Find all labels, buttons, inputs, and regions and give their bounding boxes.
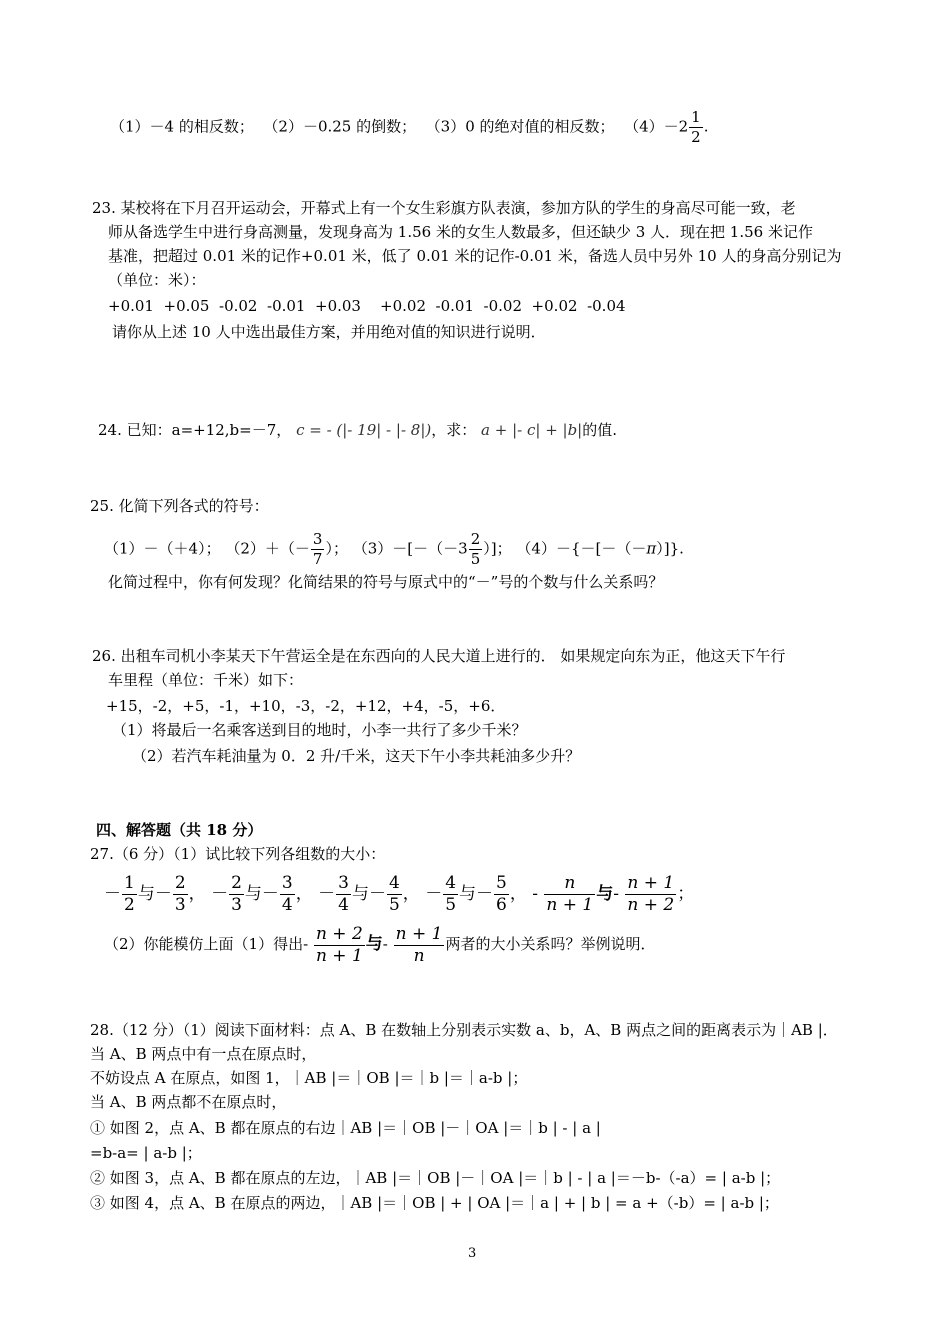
q22-part4-prefix: （4）－2	[624, 117, 689, 136]
q27-fractions: － $\frac{1}{2}$ 与－ $\frac{2}{3}$ ， － $\frac{2}{3}$ 与－ $\frac{3}{4}$ ， － $\frac{3}{4}$ 与－ $\frac{4}{5}$ ， － $\frac{4}{5}$ 与－ $\frac{5}{6}$ ， - $\frac{n}{n + 1}$ 与- $\frac{n + 1}{n + 2}$ ；	[104, 873, 695, 915]
q27-frac-3a: $\frac{3}{4}$	[338, 873, 349, 915]
q23-line2: 师从备选学生中进行身高测量，发现身高为 1.56 米的女生人数最多，但还缺少 3 人．现在把 1.56 米记作	[108, 223, 813, 241]
q23-line4: （单位：米）：	[108, 271, 206, 289]
q27-line1: 27.（6 分）（1）试比较下列各组数的大小：	[90, 845, 386, 863]
q27-frac-2a: $\frac{2}{3}$	[231, 873, 242, 915]
q22-part3: （3）0 的绝对值的相反数；	[425, 117, 615, 136]
q28-line7: ② 如图 3，点 A、B 都在原点的左边，｜AB |＝｜OB |－｜OA |＝｜b | - | a |＝－b-（-a）= | a-b |；	[90, 1169, 781, 1187]
q25-fraction-1: $\frac{3}{7}$	[312, 530, 323, 568]
q27-frac-1b: $\frac{2}{3}$	[174, 873, 186, 915]
q27-frac-4b: $\frac{5}{6}$	[496, 873, 507, 915]
section-heading: 四、解答题（共 18 分）	[96, 821, 263, 839]
q23-values: +0.01 +0.05 -0.02 -0.01 +0.03 +0.02 -0.01 -0.02 +0.02 -0.04	[108, 297, 626, 315]
q22-parts: （1）－4 的相反数； （2）－0.25 的倒数； （3）0 的绝对值的相反数； （4）－2 $\frac{1}{2}$ .	[110, 108, 709, 146]
q23-line1: 23. 某校将在下月召开运动会，开幕式上有一个女生彩旗方队表演，参加方队的学生的身高尽可能一致，老	[92, 199, 796, 217]
q28-line1: 28.（12 分）（1）阅读下面材料：点 A、B 在数轴上分别表示实数 a、b，A、B 两点之间的距离表示为｜AB |．	[90, 1021, 838, 1039]
q26-sub1: （1）将最后一名乘客送到目的地时，小李一共行了多少千米？	[112, 721, 527, 739]
q23-line6: 请你从上述 10 人中选出最佳方案，并用绝对值的知识进行说明．	[112, 323, 546, 341]
q28-line6: =b-a= | a-b |；	[90, 1144, 202, 1162]
q24-line: 24. 已知：a=+12,b=－7， c = - (|- 19| - |- 8|)，求： a + |- c| + |b|的值.	[98, 421, 618, 439]
q26-sub2: （2）若汽车耗油量为 0．2 升/千米，这天下午小李共耗油多少升？	[132, 747, 581, 765]
q28-line2: 当 A、B 两点中有一点在原点时，	[90, 1045, 317, 1063]
q25-parts: （1）－（＋4）； （2）＋（－ $\frac{3}{7}$ ）； （3）－[－（－3 $\frac{2}{5}$ ）]； （4）－{－[－（－π）]}.	[104, 530, 684, 568]
q27-part2: （2）你能模仿上面（1）得出- $\frac{n + 2}{n + 1}$ 与- $\frac{n + 1}{n}$ 两者的大小关系吗？举例说明．	[104, 923, 656, 966]
q27-frac-5b: $\frac{n + 1}{n + 2}$	[627, 873, 675, 915]
q27-frac-1a: $\frac{1}{2}$	[124, 873, 135, 915]
page-number: 3	[468, 1246, 477, 1261]
q27-frac-2b: $\frac{3}{4}$	[281, 873, 293, 915]
q26-line1: 26. 出租车司机小李某天下午营运全是在东西向的人民大道上进行的． 如果规定向东为正，他这天下午行	[92, 647, 786, 665]
q28-line5: ① 如图 2，点 A、B 都在原点的右边｜AB |＝｜OB |－｜OA |＝｜b | - | a |	[90, 1119, 601, 1137]
q27-frac-4a: $\frac{4}{5}$	[445, 873, 457, 915]
q22-part1: （1）－4 的相反数；	[110, 117, 254, 136]
q25-question: 化简过程中，你有何发现？化简结果的符号与原式中的“－”号的个数与什么关系吗？	[108, 573, 664, 591]
q27-frac-3b: $\frac{4}{5}$	[388, 873, 400, 915]
q26-line2: 车里程（单位：千米）如下：	[108, 671, 304, 689]
q25-fraction-2: $\frac{2}{5}$	[470, 530, 481, 568]
q26-values: +15，-2，+5，-1，+10，-3，-2，+12，+4，-5，+6．	[106, 697, 506, 715]
q24-formula-expr: a + |- c| + |b|	[481, 421, 583, 439]
q27-frac-5a: $\frac{n}{n + 1}$	[546, 873, 594, 915]
q22-part2: （2）－0.25 的倒数；	[263, 117, 417, 136]
q28-line3: 不妨设点 A 在原点，如图 1，｜AB |＝｜OB |＝｜b |＝｜a-b |；	[90, 1069, 528, 1087]
q22-fraction: $\frac{1}{2}$	[691, 108, 701, 146]
q28-line8: ③ 如图 4，点 A、B 在原点的两边，｜AB |＝｜OB | + | OA |＝｜a | + | b | = a +（-b）= | a-b |；	[90, 1194, 779, 1212]
q25-title: 25. 化简下列各式的符号：	[90, 497, 269, 515]
q23-line3: 基准，把超过 0.01 米的记作+0.01 米，低了 0.01 米的记作-0.01 米，备选人员中另外 10 人的身高分别记为	[108, 247, 842, 265]
q27-frac-g2: $\frac{n + 1}{n}$	[395, 923, 443, 966]
q28-line4: 当 A、B 两点都不在原点时，	[90, 1093, 287, 1111]
q24-formula-c: c = - (|- 19| - |- 8|)	[296, 421, 432, 439]
q27-frac-g1: $\frac{n + 2}{n + 1}$	[315, 923, 363, 966]
